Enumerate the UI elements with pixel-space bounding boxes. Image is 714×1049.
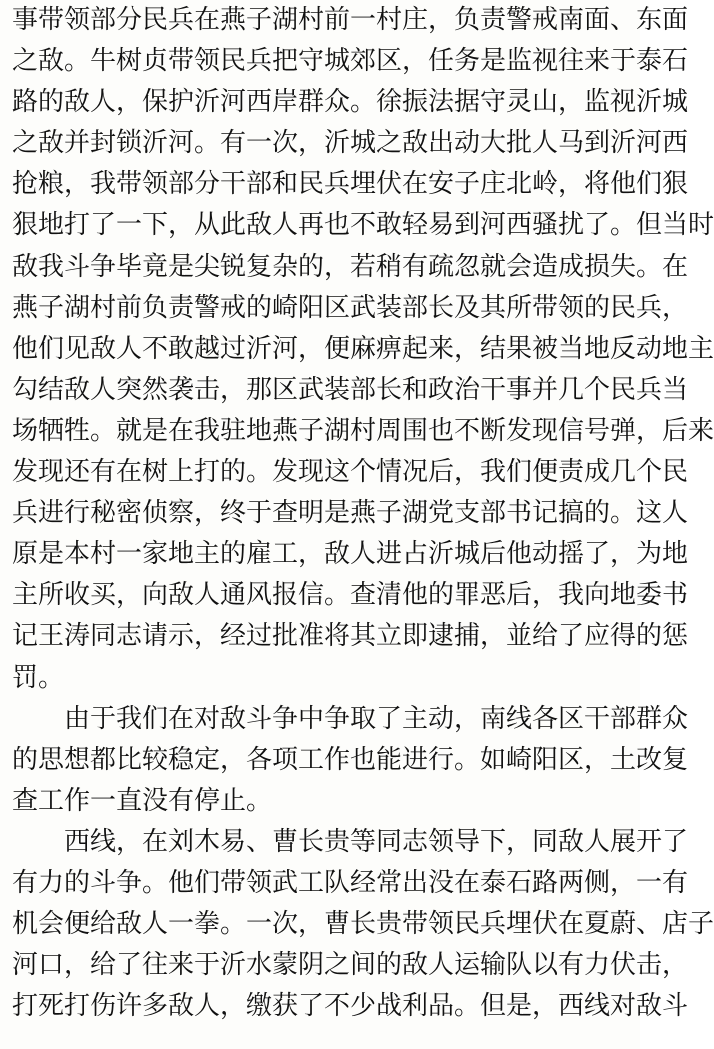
text-line: 有力的斗争。他们带领武工队经常出没在泰石路两侧，一有	[12, 867, 689, 898]
text-line: 发现还有在树上打的。发现这个情况后，我们便责成几个民	[12, 457, 689, 488]
text-line: 之敌。牛树贞带领民兵把守城郊区，任务是监视往来于泰石	[12, 46, 689, 77]
paragraph-2	[12, 699, 689, 822]
text-line: 路的敌人，保护沂河西岸群众。徐振法据守灵山，监视沂城	[12, 87, 689, 118]
text-line: 兵进行秘密侦察，终于查明是燕子湖党支部书记搞的。这人	[12, 498, 689, 529]
text-line: 机会便给敌人一拳。一次，曹长贵带领民兵埋伏在夏蔚、店子	[12, 909, 714, 940]
text-line: 场牺牲。就是在我驻地燕子湖村周围也不断发现信号弹，后来	[12, 415, 714, 446]
text-line: 敌我斗争毕竟是尖锐复杂的，若稍有疏忽就会造成损失。在	[12, 251, 689, 282]
text-line: 抢粮，我带领部分干部和民兵埋伏在安子庄北岭，将他们狠	[12, 169, 689, 200]
text-line: 记王涛同志请示，经过批准将其立即逮捕，並给了应得的惩	[12, 621, 689, 652]
text-line: 查工作一直没有停止。	[12, 785, 273, 816]
text-line: 的思想都比较稳定，各项工作也能进行。如崎阳区，土改复	[12, 744, 689, 775]
text-line: 之敌并封锁沂河。有一次，沂城之敌出动大批人马到沂河西	[12, 128, 689, 159]
text-line: 西线，在刘木易、曹长贵等同志领导下，同敌人展开了	[64, 826, 689, 857]
text-line: 原是本村一家地主的雇工，敌人进占沂城后他动摇了，为地	[12, 539, 689, 570]
text-line: 勾结敌人突然袭击，那区武装部长和政治干事并几个民兵当	[12, 374, 689, 405]
paragraph-3	[12, 822, 714, 1027]
paragraph-1	[12, 0, 714, 699]
text-line: 他们见敌人不敢越过沂河，便麻痹起来，结果被当地反动地主	[12, 333, 714, 364]
text-line: 由于我们在对敌斗争中争取了主动，南线各区干部群众	[64, 703, 689, 734]
text-line: 主所收买，向敌人通风报信。查清他的罪恶后，我向地委书	[12, 580, 689, 611]
text-line: 河口，给了往来于沂水蒙阴之间的敌人运输队以有力伏击，	[12, 950, 689, 981]
text-line: 打死打伤许多敌人，缴获了不少战利品。但是，西线对敌斗	[12, 991, 689, 1022]
text-line: 事带领部分民兵在燕子湖村前一村庄，负责警戒南面、东面	[12, 5, 689, 35]
body-text	[12, 0, 714, 1027]
text-line: 罚。	[12, 662, 65, 693]
text-line: 狠地打了一下，从此敌人再也不敢轻易到河西骚扰了。但当时	[12, 210, 714, 241]
text-line: 燕子湖村前负责警戒的崎阳区武装部长及其所带领的民兵，	[12, 292, 689, 323]
